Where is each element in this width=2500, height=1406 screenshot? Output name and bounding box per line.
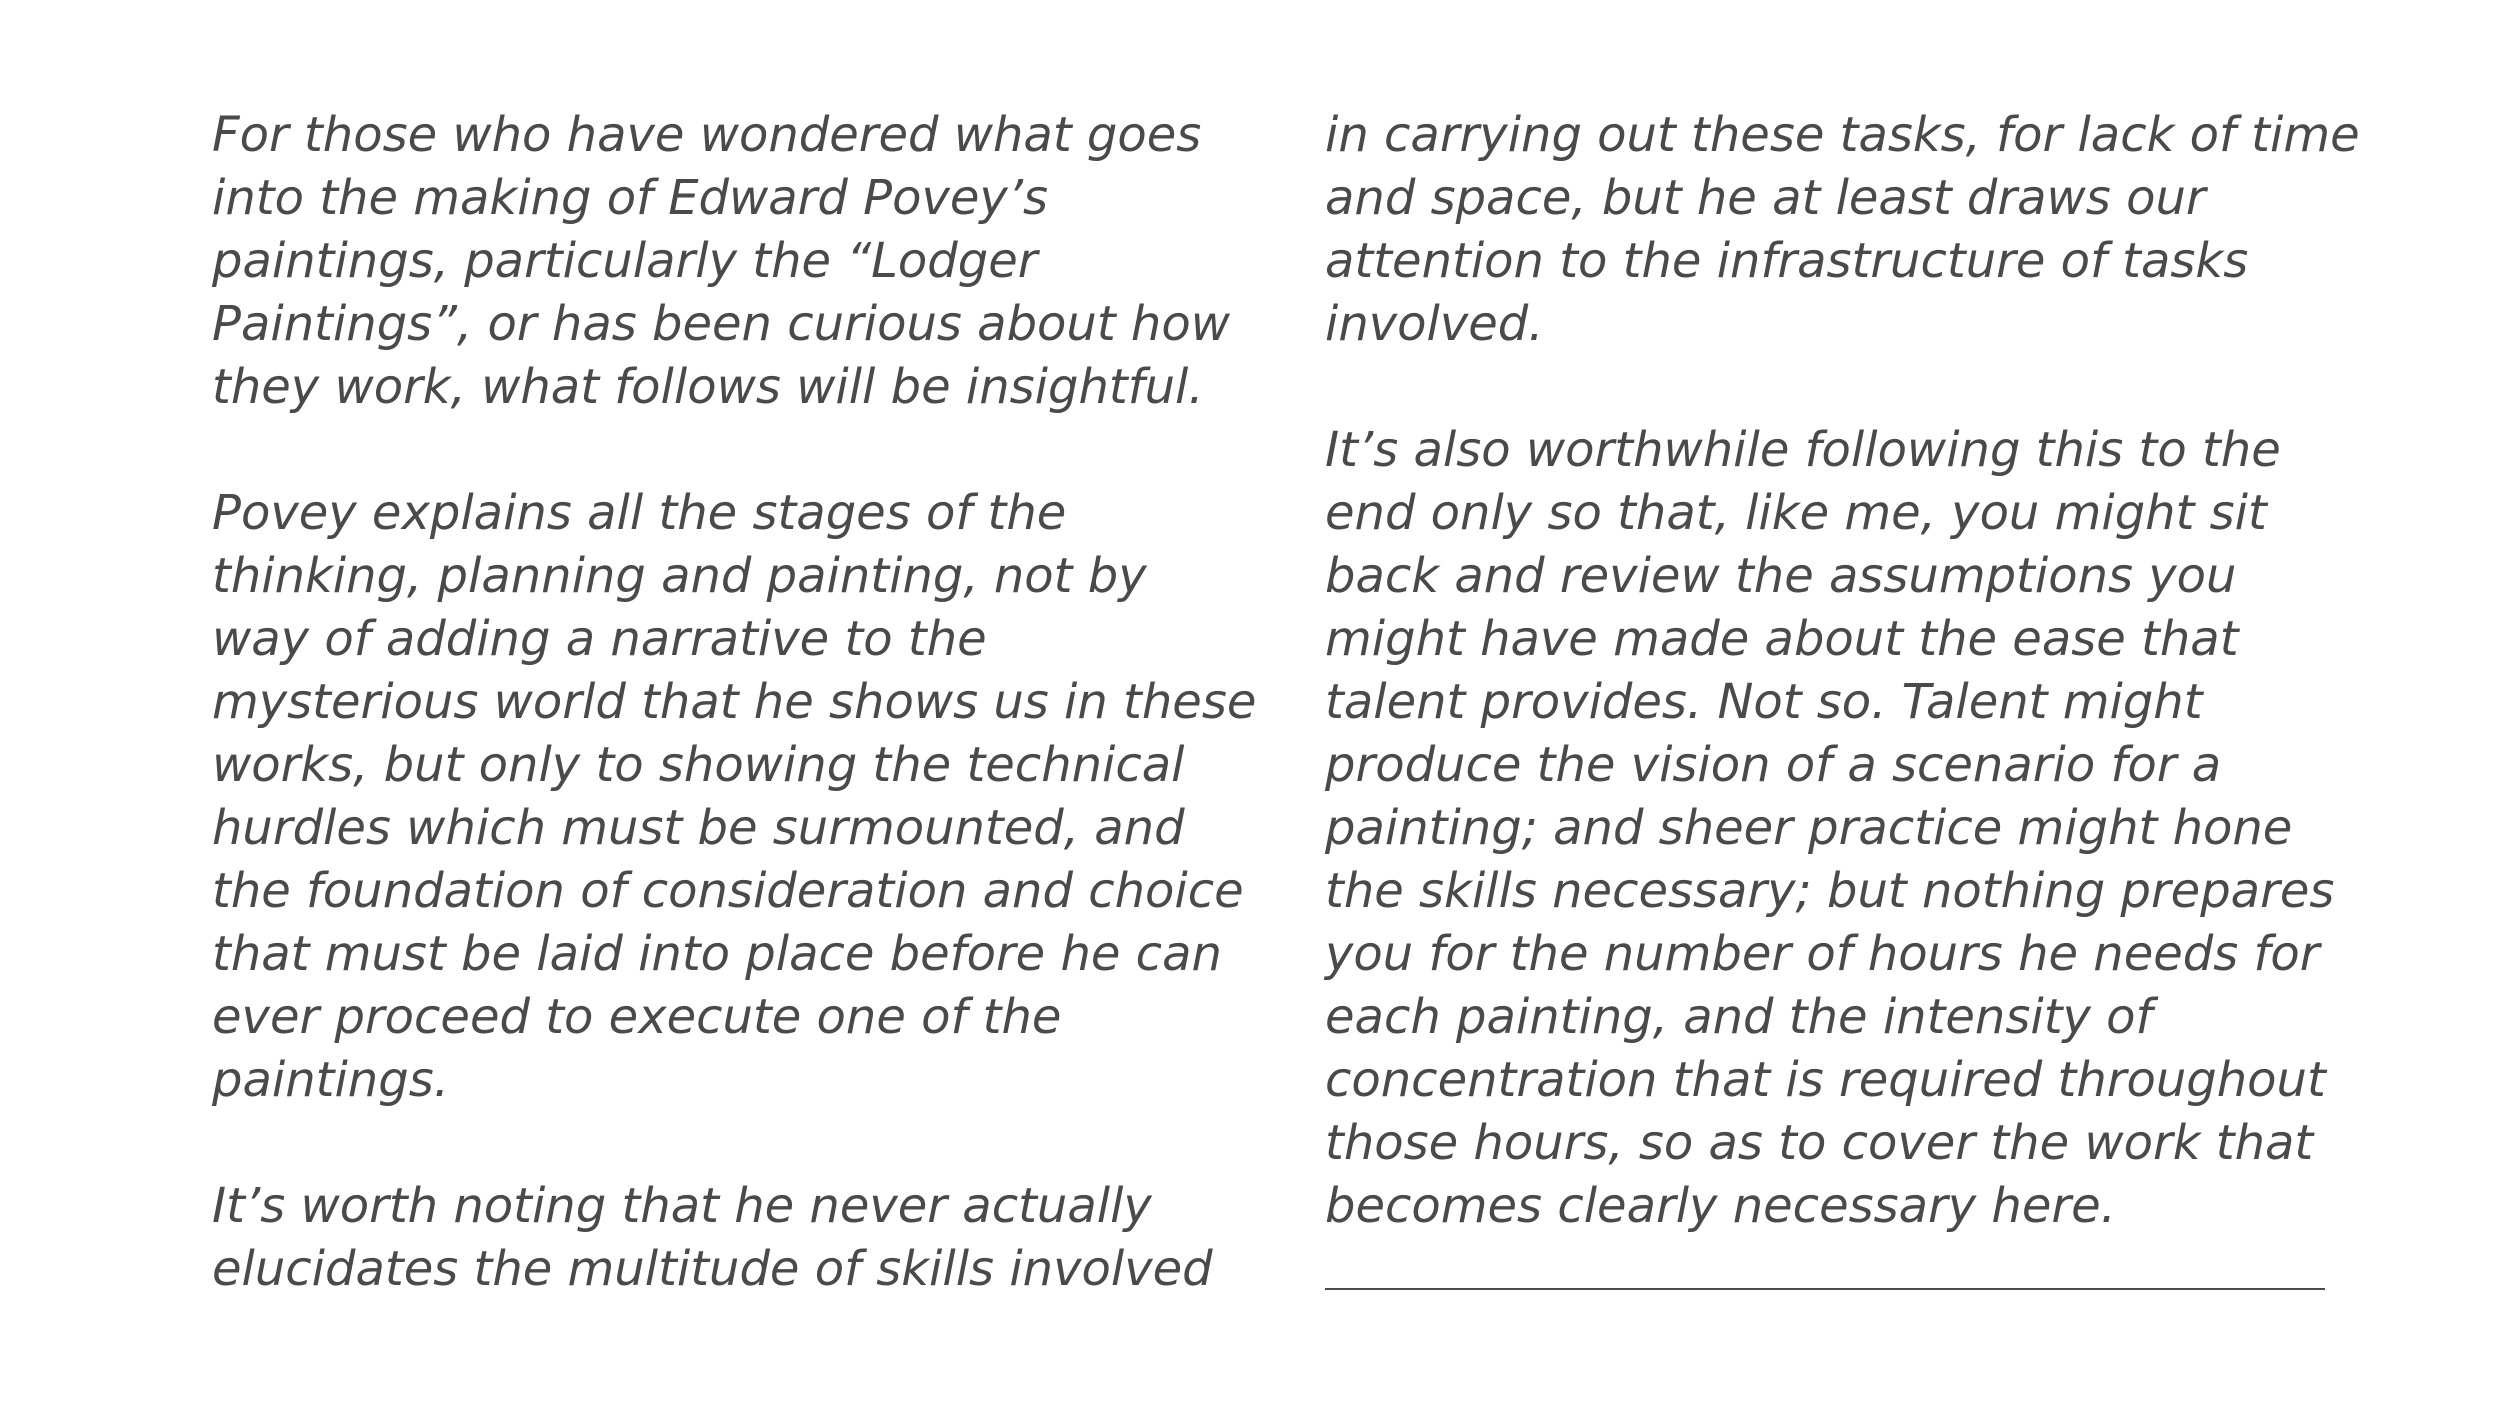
- text-line: they work, what follows will be insightful.: [212, 359, 1204, 415]
- text-line: each painting, and the intensity of: [1325, 989, 2153, 1045]
- paragraph-skills: [212, 1175, 1262, 1301]
- paragraph-stages: [212, 482, 1262, 1112]
- text-line: For those who have wondered what goes: [212, 107, 1202, 163]
- text-line: mysterious world that he shows us in these: [212, 674, 1257, 730]
- text-line: the foundation of consideration and choice: [212, 863, 1244, 919]
- text-line: hurdles which must be surmounted, and: [212, 800, 1185, 856]
- text-line: might have made about the ease that: [1325, 611, 2239, 667]
- paragraph-tasks: [1325, 104, 2385, 356]
- text-line: in carrying out these tasks, for lack of time: [1325, 107, 2360, 163]
- paragraph-gap: [212, 419, 1262, 482]
- text-line: talent provides. Not so. Talent might: [1325, 674, 2203, 730]
- text-line: produce the vision of a scenario for a: [1325, 737, 2222, 793]
- text-line: and space, but he at least draws our: [1325, 170, 2206, 226]
- text-line: back and review the assumptions you: [1325, 548, 2237, 604]
- horizontal-rule: [1325, 1288, 2325, 1290]
- text-line: becomes clearly necessary here.: [1325, 1178, 2116, 1234]
- text-line: It’s worth noting that he never actually: [212, 1178, 1152, 1234]
- text-line: works, but only to showing the technical: [212, 737, 1185, 793]
- text-line: attention to the infrastructure of tasks: [1325, 233, 2249, 289]
- text-line: those hours, so as to cover the work that: [1325, 1115, 2314, 1171]
- text-line: paintings, particularly the “Lodger: [212, 233, 1038, 289]
- text-line: It’s also worthwhile following this to the: [1325, 422, 2281, 478]
- text-line: ever proceed to execute one of the: [212, 989, 1062, 1045]
- left-column: [212, 104, 1262, 1301]
- text-line: Paintings”, or has been curious about how: [212, 296, 1230, 352]
- text-line: concentration that is required throughout: [1325, 1052, 2326, 1108]
- text-line: painting; and sheer practice might hone: [1325, 800, 2293, 856]
- text-line: paintings.: [212, 1052, 449, 1108]
- paragraph-gap: [212, 1112, 1262, 1175]
- paragraph-intro: [212, 104, 1262, 419]
- text-line: you for the number of hours he needs for: [1325, 926, 2320, 982]
- right-column: [1325, 104, 2385, 1238]
- paragraph-gap: [1325, 356, 2385, 419]
- text-line: the skills necessary; but nothing prepares: [1325, 863, 2335, 919]
- text-line: elucidates the multitude of skills involved: [212, 1241, 1213, 1297]
- text-line: that must be laid into place before he can: [212, 926, 1222, 982]
- text-line: Povey explains all the stages of the: [212, 485, 1067, 541]
- text-line: way of adding a narrative to the: [212, 611, 987, 667]
- text-line: thinking, planning and painting, not by: [212, 548, 1147, 604]
- text-line: end only so that, like me, you might sit: [1325, 485, 2267, 541]
- paragraph-worthwhile: [1325, 419, 2385, 1238]
- text-line: into the making of Edward Povey’s: [212, 170, 1049, 226]
- text-line: involved.: [1325, 296, 1544, 352]
